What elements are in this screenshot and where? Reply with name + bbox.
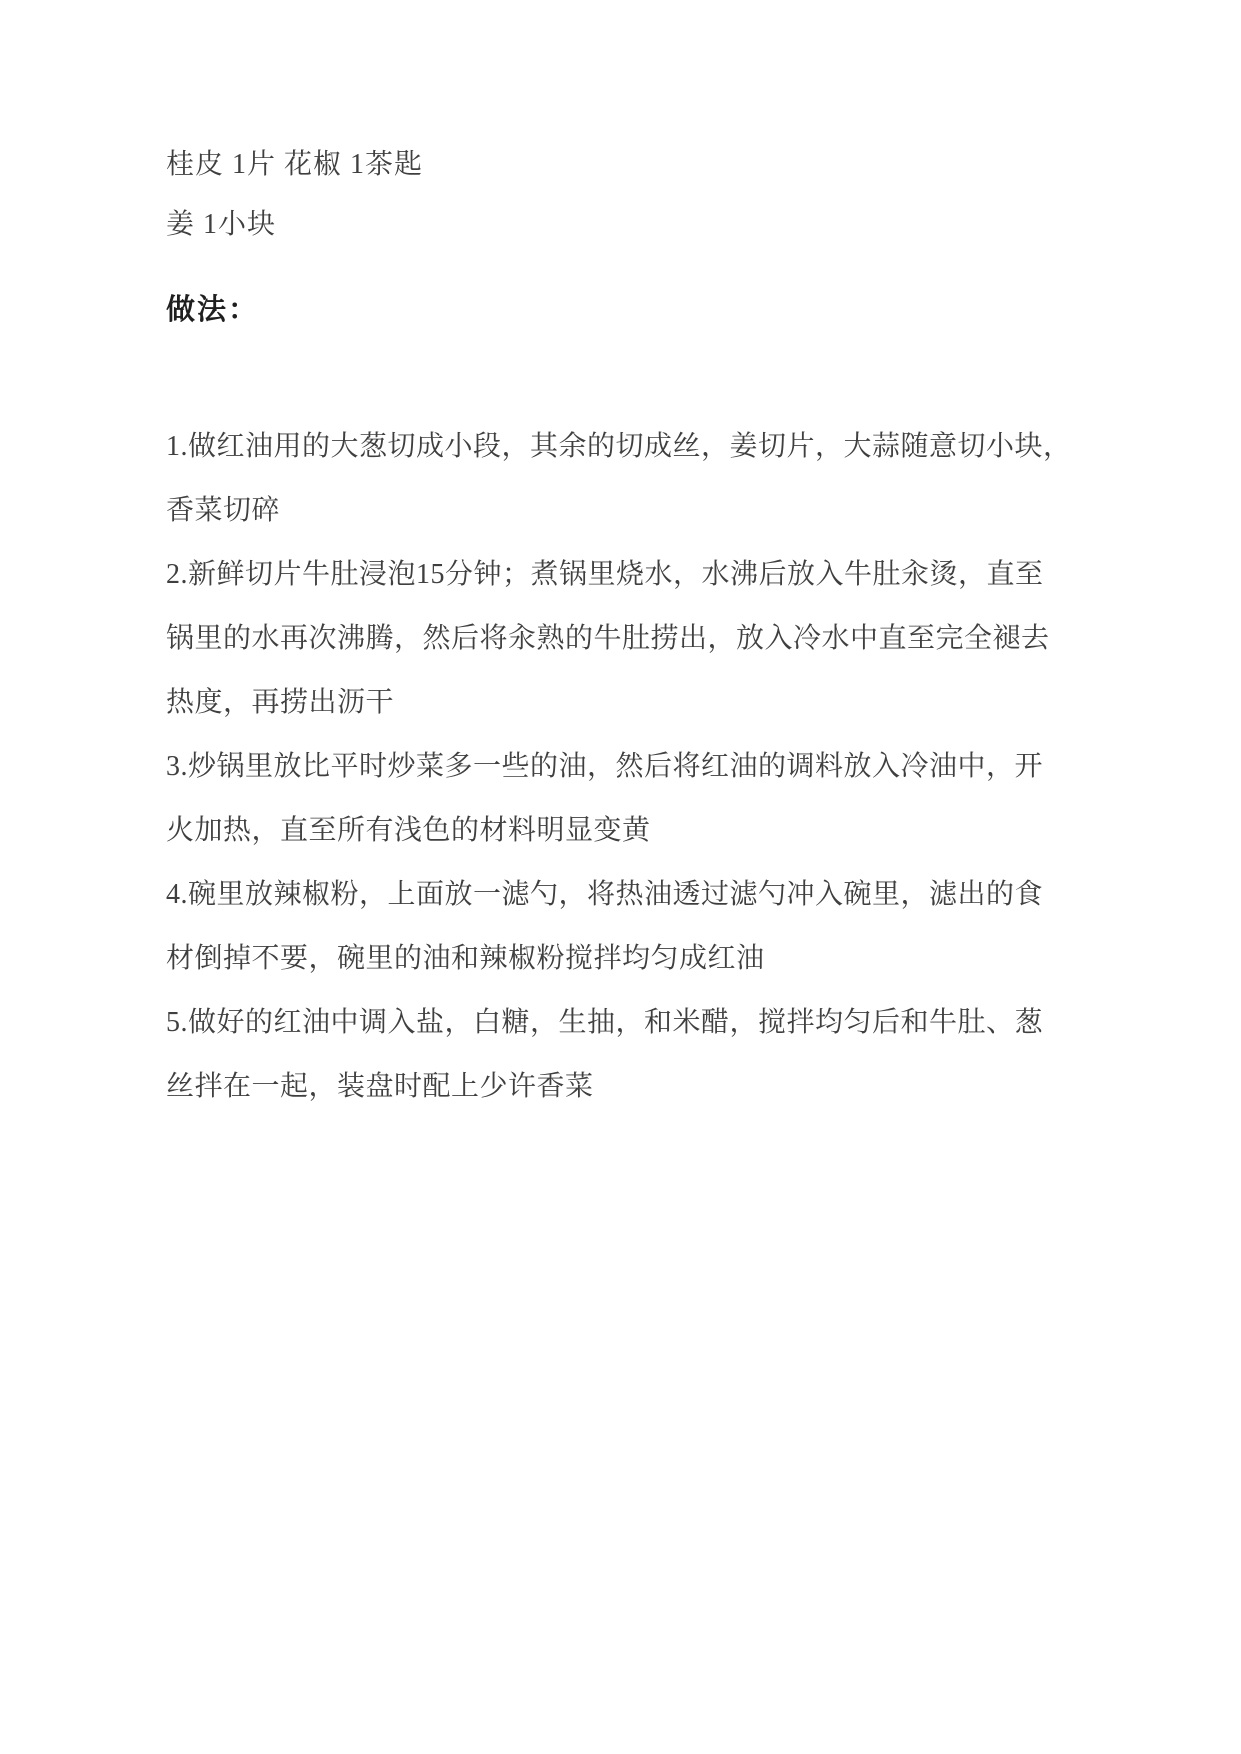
step-line: 热度，再捞出沥干	[166, 687, 395, 718]
steps-section	[166, 415, 1091, 1119]
step-line: 1.做红油用的大葱切成小段，其余的切成丝，姜切片，大蒜随意切小块，	[166, 431, 1072, 462]
ingredient-line: 姜 1小块	[166, 209, 277, 240]
step-line: 3.炒锅里放比平时炒菜多一些的油，然后将红油的调料放入冷油中，开	[166, 751, 1044, 782]
steps-section-heading: 做法：	[166, 294, 260, 326]
step-line: 丝拌在一起，装盘时配上少许香菜	[166, 1071, 594, 1102]
ingredient-line: 桂皮 1片 花椒 1茶匙	[166, 149, 424, 180]
step-line: 5.做好的红油中调入盐，白糖，生抽，和米醋，搅拌均匀后和牛肚、葱	[166, 1007, 1044, 1038]
step-line: 4.碗里放辣椒粉，上面放一滤勺，将热油透过滤勺冲入碗里，滤出的食	[166, 879, 1044, 910]
step-line: 火加热，直至所有浅色的材料明显变黄	[166, 815, 651, 846]
step-line: 香菜切碎	[166, 495, 281, 526]
step-line: 2.新鲜切片牛肚浸泡15分钟；煮锅里烧水，水沸后放入牛肚汆烫，直至	[166, 559, 1044, 590]
step-line: 锅里的水再次沸腾，然后将汆熟的牛肚捞出，放入冷水中直至完全褪去	[166, 623, 1050, 654]
step-line: 材倒掉不要，碗里的油和辣椒粉搅拌均匀成红油	[166, 943, 765, 974]
